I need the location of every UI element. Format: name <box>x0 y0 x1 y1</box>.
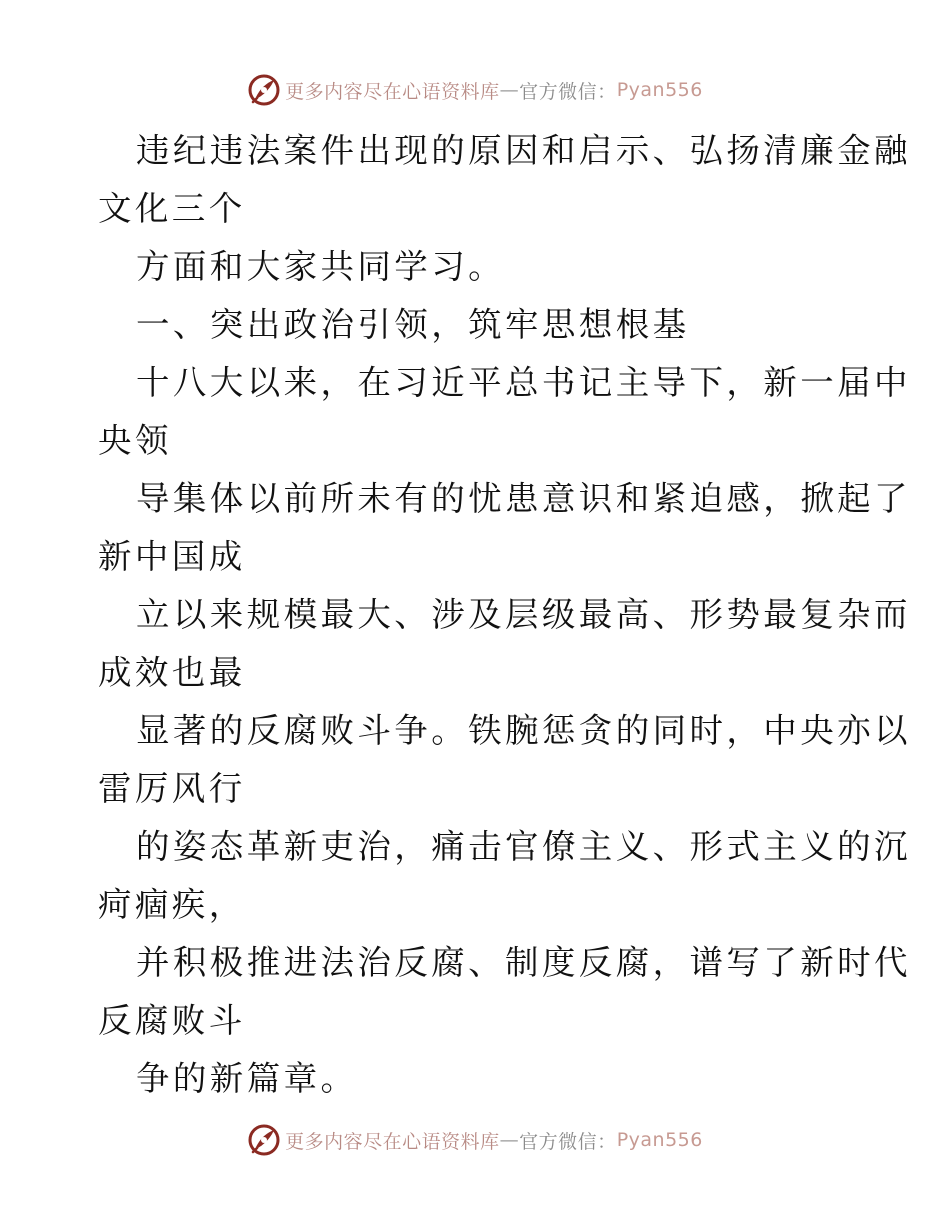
section-heading: 一、突出政治引领，筑牢思想根基 <box>136 305 690 344</box>
body-line: 方面和大家共同学习。 <box>136 247 505 286</box>
body-line: 雷厉风行 <box>98 769 246 808</box>
body-line: 央领 <box>98 421 172 460</box>
watermark-wechat-label: 官方微信： <box>519 80 617 103</box>
body-line: 疴痼疾， <box>98 885 246 924</box>
header-watermark <box>0 70 950 110</box>
body-line: 显著的反腐败斗争。铁腕惩贪的同时，中央亦以 <box>136 711 911 750</box>
body-line: 立以来规模最大、涉及层级最高、形势最复杂而 <box>136 595 911 634</box>
body-line: 并积极推进法治反腐、制度反腐，谱写了新时代 <box>136 943 911 982</box>
watermark-main-text: 更多内容尽在心语资料库 <box>285 1130 500 1153</box>
watermark-dash: — <box>499 79 520 101</box>
body-line: 成效也最 <box>98 653 246 692</box>
body-line: 导集体以前所未有的忧患意识和紧迫感，掀起了 <box>136 479 911 518</box>
watermark-wechat-id: Pyan556 <box>616 79 703 101</box>
body-line: 争的新篇章。 <box>136 1059 358 1098</box>
body-line: 反腐败斗 <box>98 1001 246 1040</box>
quill-pen-logo-icon <box>247 73 281 107</box>
footer-watermark <box>0 1120 950 1160</box>
body-line: 违纪违法案件出现的原因和启示、弘扬清廉金融 <box>136 131 911 170</box>
watermark-main-text: 更多内容尽在心语资料库 <box>285 80 500 103</box>
body-line: 的姿态革新吏治，痛击官僚主义、形式主义的沉 <box>136 827 911 866</box>
watermark-wechat-id: Pyan556 <box>616 1129 703 1151</box>
watermark-dash: — <box>499 1129 520 1151</box>
quill-pen-logo-icon <box>247 1123 281 1157</box>
watermark-wechat-label: 官方微信： <box>519 1130 617 1153</box>
body-line: 十八大以来，在习近平总书记主导下，新一届中 <box>136 363 911 402</box>
body-line: 新中国成 <box>98 537 246 576</box>
body-line: 文化三个 <box>98 189 246 228</box>
